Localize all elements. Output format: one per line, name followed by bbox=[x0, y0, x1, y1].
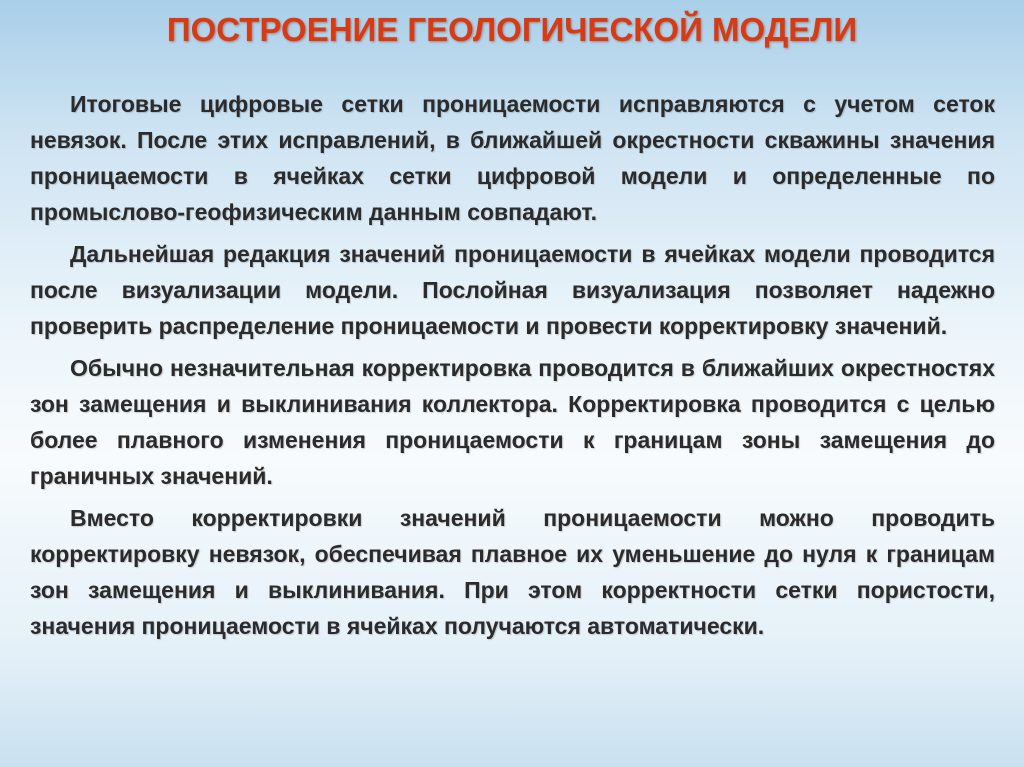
paragraph-4: Вместо корректировки значений проницаемости можно проводить корректировку невязок, обеспечивая плавное их уменьшение до нуля к границам зон замещения и выклинивания. При этом корректности сетки пористости, значения проницаемости в ячейках получаются автоматически. bbox=[30, 505, 995, 639]
paragraph-1: Итоговые цифровые сетки проницаемости исправляются с учетом сеток невязок. После этих исправлений, в ближайшей окрестности скважины значения проницаемости в ячейках сетки цифровой модели и определенные по промыслово-геофизическим данным совпадают. bbox=[30, 91, 995, 225]
paragraph-3: Обычно незначительная корректировка проводится в ближайших окрестностях зон замещения и выклинивания коллектора. Корректировка проводится с целью более плавного изменения проницаемости к границам зоны замещения до граничных значений. bbox=[30, 355, 995, 489]
slide-title: ПОСТРОЕНИЕ ГЕОЛОГИЧЕСКОЙ МОДЕЛИ bbox=[166, 11, 858, 48]
slide-body bbox=[30, 86, 995, 650]
paragraph-2: Дальнейшая редакция значений проницаемости в ячейках модели проводится после визуализации модели. Послойная визуализация позволяет надежно проверить распределение проницаемости и провести корректировку значений. bbox=[30, 241, 995, 339]
